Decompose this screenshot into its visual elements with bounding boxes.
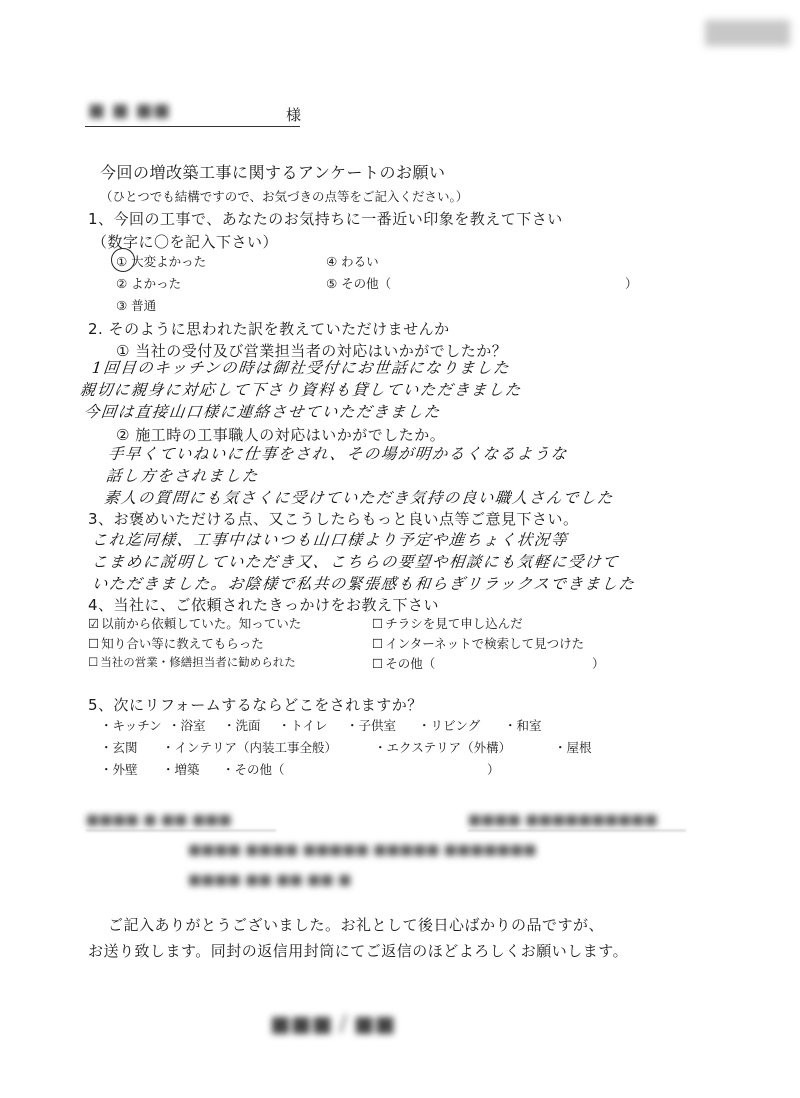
answer-circle-mark <box>111 248 135 272</box>
customer-name: ■ ■ ■■ <box>88 100 171 121</box>
q5-item: ・浴室 <box>168 718 206 733</box>
checkbox-icon: ☐ <box>372 636 384 651</box>
closing-line-1: ご記入ありがとうございました。お礼として後日心ばかりの品ですが、 <box>108 916 605 934</box>
redacted-tel: ■■■■ ■■ ■■ ■■ ■ <box>188 872 352 888</box>
q4-question: 4、当社に、ご依頼されたきっかけをお教え下さい <box>88 596 440 614</box>
q2-answer1-line3: 今回は直接山口様に連絡させていただきました <box>82 403 442 421</box>
q5-item: ・増築 <box>162 762 200 777</box>
q5-row1 <box>100 716 542 734</box>
q5-item: ・外壁 <box>100 762 138 777</box>
redacted-address: ■■■■ ■■■■ ■■■■■ ■■■■■ ■■■■■■■ <box>188 842 537 858</box>
q5-item: ・トイレ <box>278 718 328 733</box>
q3-answer-line2: こまめに説明していただき又、こちらの要望や相談にも気軽に受けて <box>90 553 620 571</box>
q5-item: ・子供室 <box>346 718 397 733</box>
q4-option-3: ☐ 知り合い等に教えてもらった <box>88 636 264 651</box>
q3-answer-line1: これ迄同様、工事中はいつも山口様より予定や進ちょく状況等 <box>90 531 569 549</box>
q4-option-5: ☐ 当社の営業・修繕担当者に勧められた <box>88 655 296 669</box>
q2-question: 2. そのように思われた訳を教えていただけませんか <box>88 320 450 338</box>
q4-option-6: ☐ その他（ <box>372 656 436 671</box>
q5-item: ・屋根 <box>554 740 592 755</box>
q5-question: 5、次にリフォームするならどこをされますか？ <box>88 696 423 714</box>
q1-option-3: ③ 普通 <box>116 298 157 313</box>
q3-question: 3、お褒めいただける点、又こうしたらもっと良い点等ご意見下さい。 <box>88 510 579 528</box>
q1-option-5: ⑤ その他（ <box>326 276 392 291</box>
name-underline <box>85 126 300 127</box>
honorific: 様 <box>286 106 302 124</box>
q2-answer2-line1: 手早くていねいに仕事をされ、その場が明かるくなるような <box>106 445 569 463</box>
redacted-company: ■■■■ ■■■■■■■■■■ <box>468 812 658 828</box>
q5-item: ・エクステリア（外構） <box>374 740 512 755</box>
corner-stamp <box>705 20 790 46</box>
q1-option-4: ④ わるい <box>326 254 379 269</box>
q4-option-6-close: ） <box>592 656 605 671</box>
q4-option-4: ☐ インターネットで検索して見つけた <box>372 636 585 651</box>
q2-answer1-line2: 親切に親身に対応して下さり資料も貸していただきました <box>78 381 523 399</box>
signature-stamp: ■■■ / ■■ <box>270 1012 396 1037</box>
q2-sub2: ② 施工時の工事職人の対応はいかがでしたか。 <box>116 426 446 444</box>
q2-answer2-line2: 話し方をされました <box>104 467 260 485</box>
checkbox-icon: ☐ <box>88 636 100 651</box>
q2-sub1: ① 当社の受付及び営業担当者の対応はいかがでしたか？ <box>116 342 508 360</box>
q5-item: ・その他（ <box>222 762 285 777</box>
q5-item: ・リビング <box>418 718 481 733</box>
redacted-date-underline <box>86 830 276 831</box>
q1-option-5-close: ） <box>625 276 638 291</box>
q5-item: ・キッチン <box>100 718 162 733</box>
checkbox-icon: ☐ <box>372 616 384 631</box>
q1-instruction: （数字に〇を記入下さい） <box>92 233 279 251</box>
checked-checkbox-icon: ☑ <box>88 616 100 631</box>
checkbox-icon: ☐ <box>88 655 99 669</box>
checkbox-icon: ☐ <box>372 656 384 671</box>
q5-row2 <box>100 738 592 756</box>
redacted-company-underline <box>468 830 686 831</box>
q4-option-2: ☐ チラシを見て申し込んだ <box>372 616 523 631</box>
page-subtitle: （ひとつでも結構ですので、お気づきの点等をご記入ください。） <box>100 189 469 204</box>
page-title: 今回の増改築工事に関するアンケートのお願い <box>100 163 446 182</box>
q2-answer1-line1: 1回目のキッチンの時は御社受付にお世話になりました <box>90 359 512 377</box>
q4-option-1: ☑ 以前から依頼していた。知っていた <box>88 616 302 631</box>
q5-item: ） <box>487 762 500 777</box>
q5-item: ・インテリア（内装工事全般） <box>162 740 338 755</box>
q5-item: ・洗面 <box>223 718 261 733</box>
q3-answer-line3: いただきました。お陰様で私共の緊張感も和らぎリラックスできました <box>90 575 637 593</box>
q2-answer2-line3: 素人の質問にも気さくに受けていただき気持の良い職人さんでした <box>102 489 615 507</box>
closing-line-2: お送り致します。同封の返信用封筒にてご返信のほどよろしくお願いします。 <box>88 942 629 960</box>
q1-question: 1、今回の工事で、あなたのお気持ちに一番近い印象を教えて下さい <box>88 210 563 228</box>
q5-row3 <box>100 760 500 778</box>
q1-option-1: ① 大変よかった <box>116 254 207 269</box>
redacted-date: ■■■■ ■ ■■ ■■■ <box>86 812 232 828</box>
q1-option-2: ② よかった <box>116 276 182 291</box>
q5-item: ・玄関 <box>100 740 138 755</box>
q5-item: ・和室 <box>504 718 542 733</box>
